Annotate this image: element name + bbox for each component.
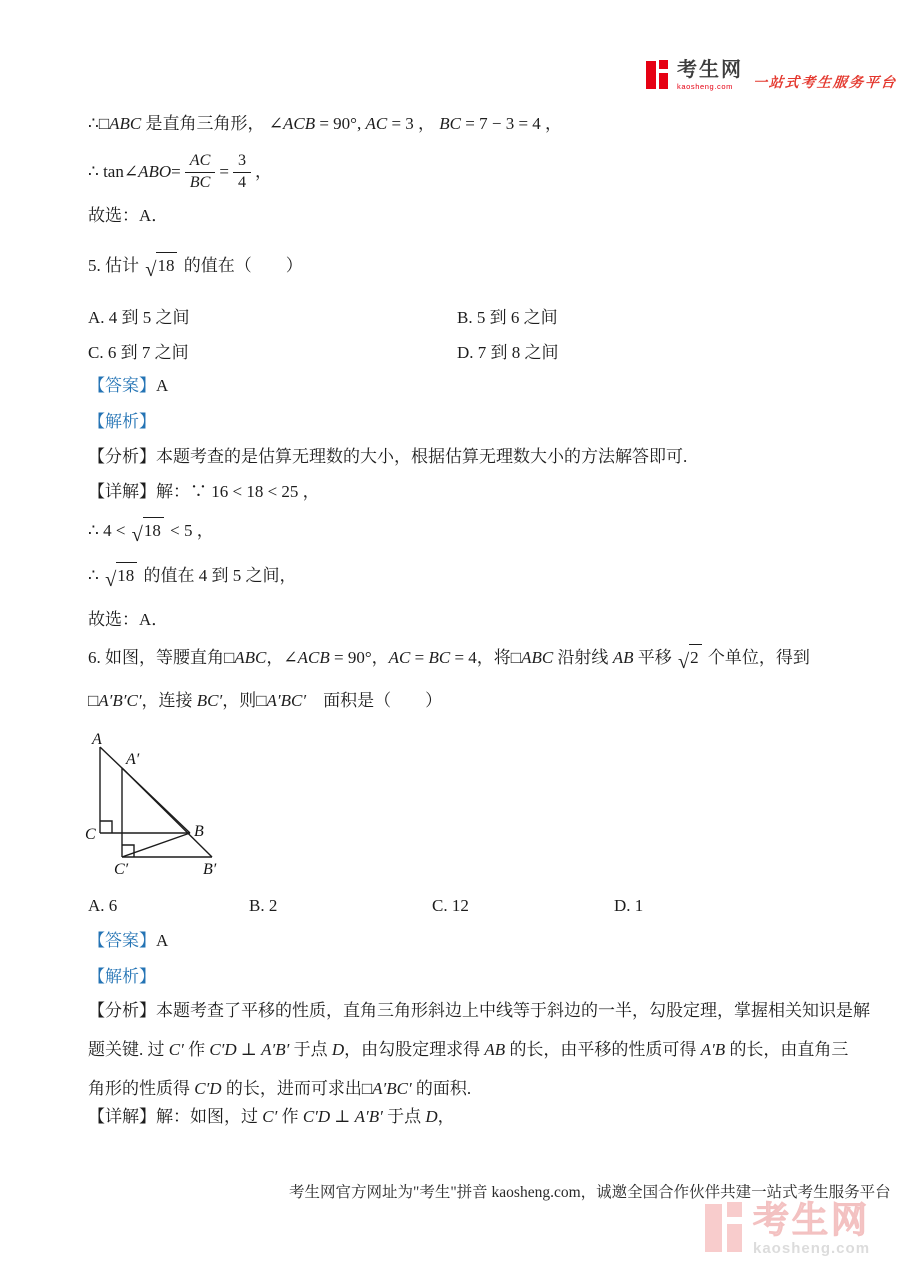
figure-label-b: B [194,823,204,840]
logo-block [659,60,668,69]
kaosheng-watermark [705,1199,871,1257]
q5-choose: 故选：A． [88,610,169,629]
watermark-text-group [753,1199,871,1257]
triangle-figure-svg [84,733,234,883]
right-angle-mark-c [100,821,112,833]
q5-answer-line [88,374,168,399]
sol4-line-1: ∴□ABC 是直角三角形， ∠ACB = 90°, AC = 3 ， BC = 7 − 3 = 4 ， [88,114,563,133]
q5-step-1: ∴ 4 < √ 18 < 5 ， [88,517,214,544]
q6-fenxi-line-2: 题关键. 过 C′ 作 C′D ⊥ A′B′ 于点 D，由勾股定理求得 AB 的长，由平移的性质可得 A′B 的长，由直角三 [88,1040,849,1059]
logo-brand-text: 考生网 [677,59,743,81]
sol4-tan-line: ∴ tan ∠ ABO = $\frac{AC}{BC}$ = $\frac{3}{4}$ ， [88,151,273,191]
q5-option-d: D. 7 到 8 之间 [457,343,559,362]
q6-option-c: C. 12 [432,896,469,915]
kaosheng-watermark-icon [705,1202,745,1254]
logo-block [659,73,668,89]
q6-stem-line-2: □A′B′C′，连接 BC′，则□A′BC′ 面积是（ ） [88,691,443,710]
figure-label-a: A [92,733,102,748]
q6-option-d: D. 1 [614,896,644,915]
figure-label-b-prime: B′ [203,861,217,878]
logo-block [646,61,656,89]
q6-option-b: B. 2 [249,896,278,915]
logo-block [705,1204,722,1252]
q5-fenxi: 【分析】本题考查的是估算无理数的大小，根据估算无理数大小的方法解答即可. [88,447,688,466]
q5-option-a: A. 4 到 5 之间 [88,308,190,327]
q5-jiexi-line [88,410,156,435]
answer-value: A [156,376,169,395]
sol4-choose: 故选：A． [88,206,169,225]
logo-tagline: 一站式考生服务平台 [752,74,898,90]
jiexi-label: 【解析】 [88,412,156,431]
logo-domain-text: kaosheng.com [677,82,733,91]
answer-label: 【答案】 [88,931,156,950]
q6-xiangjie: 【详解】解：如图，过 C′ 作 C′D ⊥ A′B′ 于点 D， [88,1107,455,1126]
logo-brand-group [677,60,743,91]
q5-option-b: B. 5 到 6 之间 [457,308,558,327]
watermark-domain-text: kaosheng.com [753,1240,871,1257]
q6-stem-line-1: 6. 如图，等腰直角□ABC，∠ACB = 90°，AC = BC = 4，将□ABC 沿射线 AB 平移 √ 2 个单位，得到 [88,644,810,671]
answer-value: A [156,931,169,950]
logo-block [727,1202,742,1217]
q5-xiangjie: 【详解】解：∵ 16 < 18 < 25 ， [88,482,320,501]
figure-label-c-prime: C′ [114,861,129,878]
watermark-brand-text: 考生网 [753,1199,871,1240]
answer-label: 【答案】 [88,376,156,395]
q6-answer-line [88,929,168,954]
kaosheng-logo-icon [646,60,672,90]
q6-option-a: A. 6 [88,896,118,915]
footer-text: 考生网官方网址为"考生"拼音 kaosheng.com，诚邀全国合作伙伴共建一站式考生服务平台 [289,1184,891,1201]
triangle-figure [84,733,234,888]
q6-fenxi-line-3: 角形的性质得 C′D 的长，进而可求出□A′BC′ 的面积. [88,1079,472,1098]
q6-jiexi-line [88,965,156,990]
q5-step-2: ∴ √ 18 的值在 4 到 5 之间， [88,562,297,589]
figure-label-c: C [85,826,96,843]
kaosheng-logo [646,60,897,92]
jiexi-label: 【解析】 [88,967,156,986]
q6-fenxi-line-1: 【分析】本题考查了平移的性质，直角三角形斜边上中线等于斜边的一半，勾股定理，掌握相关知识是解 [88,1001,870,1020]
logo-block [727,1224,742,1252]
q5-option-c: C. 6 到 7 之间 [88,343,189,362]
figure-label-a-prime: A′ [126,751,140,768]
q5-stem: 5. 估计 √ 18 的值在（ ） [88,252,303,279]
